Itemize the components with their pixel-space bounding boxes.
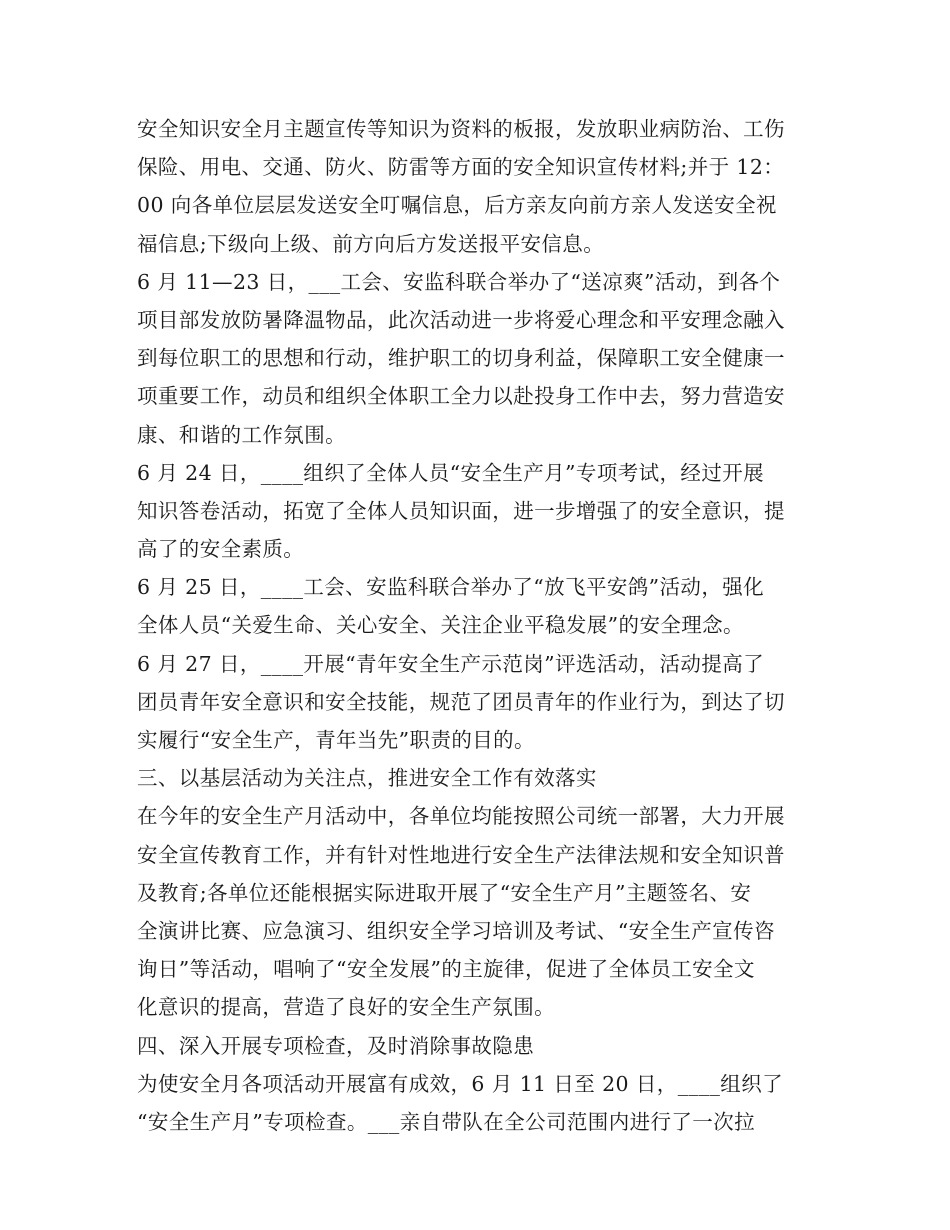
text-line: 到每位职工的思想和行动，维护职工的切身利益，保障职工安全健康一 [137,346,785,371]
text-line: 00 向各单位层层发送安全叮嘱信息，后方亲友向前方亲人发送安全祝 [137,193,777,218]
text-line: 询日”等活动，唱响了“安全发展”的主旋律，促进了全体员工安全文 [137,957,755,982]
text-line: “安全生产月”专项检查。___亲自带队在全公司范围内进行了一次拉 [137,1109,756,1134]
text-line: 安全宣传教育工作，并有针对性地进行安全生产法律法规和安全知识普 [137,842,785,867]
document-body [137,110,817,1141]
text-line: 项重要工作，动员和组织全体职工全力以赴投身工作中去，努力营造安 [137,384,785,409]
text-line: 全体人员“关爱生命、关心安全、关注企业平稳发展”的安全理念。 [137,613,744,638]
text-line: 团员青年安全意识和安全技能，规范了团员青年的作业行为，到达了切 [137,689,785,714]
text-line: 6 月 25 日，____工会、安监科联合举办了“放飞平安鸽”活动，强化 [137,575,765,600]
text-line: 实履行“安全生产，青年当先”职责的目的。 [137,728,535,752]
text-line: 知识答卷活动，拓宽了全体人员知识面，进一步增强了的安全意识，提 [137,498,785,523]
text-line: 福信息;下级向上级、前方向后方发送报平安信息。 [137,231,605,256]
text-line: 为使安全月各项活动开展富有成效，6 月 11 日至 20 日，____组织了 [137,1071,783,1096]
text-line: 安全知识安全月主题宣传等知识为资料的板报，发放职业病防治、工伤 [137,117,785,141]
section-heading: 三、以基层活动为关注点，推进安全工作有效落实 [137,766,597,791]
text-line: 化意识的提高，营造了良好的安全生产氛围。 [137,995,555,1020]
text-line: 6 月 27 日，____开展“青年安全生产示范岗”评选活动，活动提高了 [137,651,765,676]
text-line: 项目部发放防暑降温物品，此次活动进一步将爱心理念和平安理念融入 [137,307,785,332]
text-line: 全演讲比赛、应急演习、组织安全学习培训及考试、“安全生产宣传咨 [137,918,775,943]
text-line: 在今年的安全生产月活动中，各单位均能按照公司统一部署，大力开展 [137,804,785,829]
text-line: 康、和谐的工作氛围。 [137,422,346,447]
text-line: 保险、用电、交通、防火、防雷等方面的安全知识宣传材料;并于 12： [137,155,785,180]
text-line: 6 月 11—23 日，___工会、安监科联合举办了“送凉爽”活动，到各个 [137,269,781,294]
text-line: 6 月 24 日，____组织了全体人员“安全生产月”专项考试，经过开展 [137,460,765,485]
text-line: 及教育;各单位还能根据实际进取开展了“安全生产月”主题签名、安 [137,880,752,905]
text-line: 高了的安全素质。 [137,537,305,562]
section-heading: 四、深入开展专项检查，及时消除事故隐患 [137,1033,535,1058]
